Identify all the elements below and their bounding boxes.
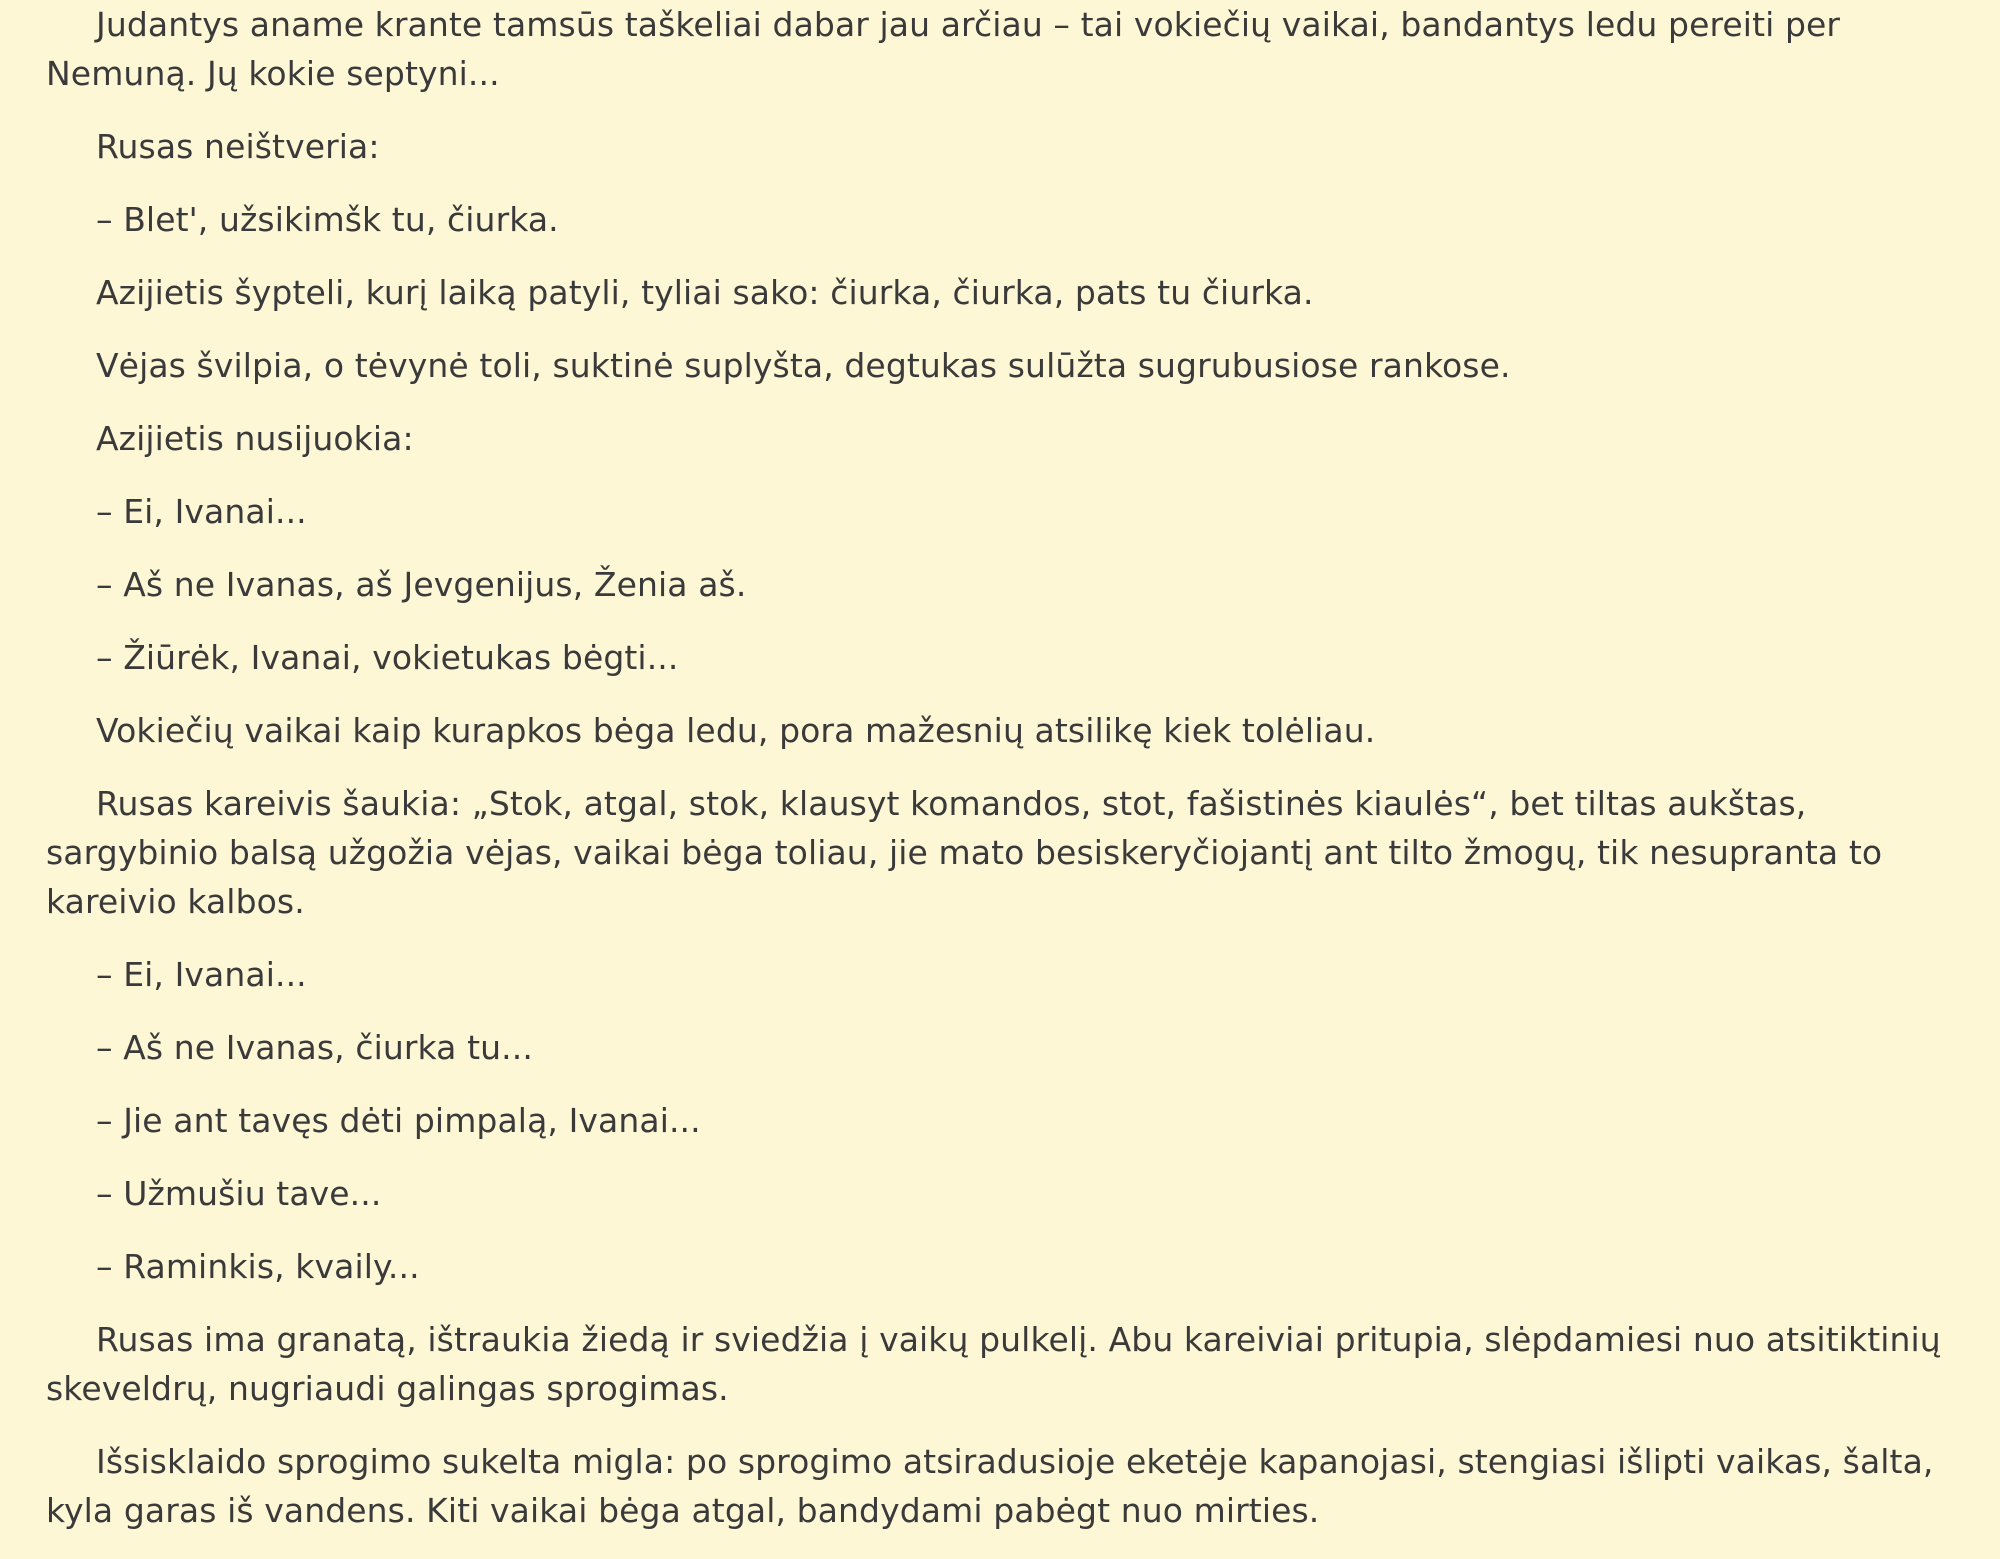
paragraph: Rusas kareivis šaukia: „Stok, atgal, stok, klausyt komandos, stot, fašistinės kiaulės“, bet tiltas aukštas, sargybinio balsą užgožia vėjas, vaikai bėga toliau, jie mato besiskeryčiojantį ant tilto žmogų, tik nesupranta to kareivio kalbos.: [46, 784, 1883, 921]
paragraph: Azijietis nusijuokia:: [96, 419, 414, 458]
paragraph: Judantys aname krante tamsūs taškeliai dabar jau arčiau – tai vokiečių vaikai, bandantys ledu pereiti per Nemuną. Jų kokie septyni...: [46, 5, 1841, 93]
paragraph: – Ei, Ivanai...: [96, 492, 307, 531]
paragraph: Rusas neištveria:: [96, 127, 380, 166]
paragraph: – Blet', užsikimšk tu, čiurka.: [96, 200, 559, 239]
paragraph: – Žiūrėk, Ivanai, vokietukas bėgti...: [96, 638, 679, 677]
paragraph: – Ei, Ivanai...: [96, 955, 307, 994]
paragraph: – Aš ne Ivanas, čiurka tu...: [96, 1028, 533, 1067]
paragraph: – Jie ant tavęs dėti pimpalą, Ivanai...: [96, 1101, 701, 1140]
paragraph: Rusas ima granatą, ištraukia žiedą ir sviedžia į vaikų pulkelį. Abu kareiviai pritupia, slėpdamiesi nuo atsitiktinių skeveldrų, nugriaudi galingas sprogimas.: [46, 1320, 1941, 1408]
paragraph: Išsisklaido sprogimo sukelta migla: po sprogimo atsiradusioje eketėje kapanojasi, stengiasi išlipti vaikas, šalta, kyla garas iš vandens. Kiti vaikai bėga atgal, bandydami pabėgt nuo mirties.: [46, 1442, 1934, 1530]
paragraph: – Užmušiu tave...: [96, 1174, 382, 1213]
text-column: [46, 0, 1966, 1559]
paragraph: – Raminkis, kvaily...: [96, 1247, 420, 1286]
paragraph: Vokiečių vaikai kaip kurapkos bėga ledu, pora mažesnių atsilikę kiek tolėliau.: [96, 711, 1376, 750]
paragraph: Vėjas švilpia, o tėvynė toli, suktinė suplyšta, degtukas sulūžta sugrubusiose rankose.: [96, 346, 1511, 385]
paragraph: Azijietis šypteli, kurį laiką patyli, tyliai sako: čiurka, čiurka, pats tu čiurka.: [96, 273, 1314, 312]
paragraph: – Aš ne Ivanas, aš Jevgenijus, Ženia aš.: [96, 565, 747, 604]
